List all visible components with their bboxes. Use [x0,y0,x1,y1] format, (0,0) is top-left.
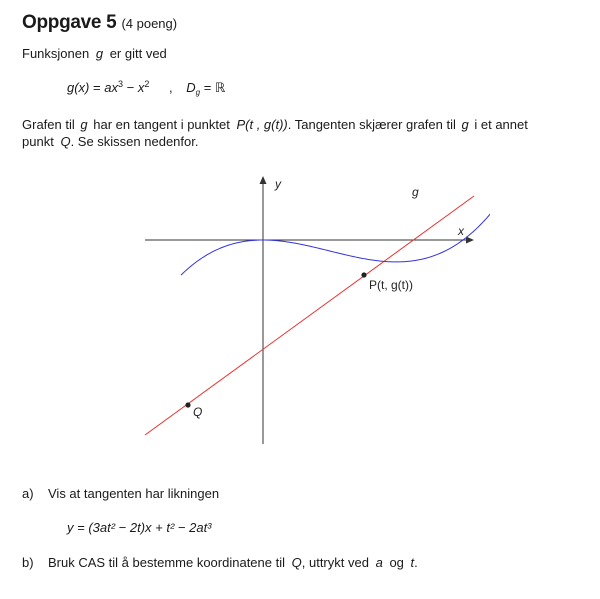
point-P-label: P(t, g(t)) [369,278,413,292]
point-P [361,272,366,277]
paragraph-line-2: punkt Q. Se skissen nedenfor. [22,134,199,149]
task-b-text: Bruk CAS til å bestemme koordinatene til Q, uttrykt ved a og t. [48,555,418,570]
curve-label-g: g [412,185,419,199]
sketch-figure [130,168,490,448]
x-axis-arrow-icon [466,237,474,244]
y-axis-arrow-icon [260,176,267,184]
x-axis-label: x [458,224,464,238]
paragraph-line-1: Grafen til g har en tangent i punktet P(t , g(t)). Tangenten skjærer grafen til g i et annet [22,117,528,132]
tangent-equation: y = (3at² − 2t)x + t² − 2at³ [67,520,212,535]
point-Q [185,402,190,407]
task-points: (4 poeng) [121,16,178,31]
task-a-text: Vis at tangenten har likningen [48,486,220,501]
task-b-label: b) [22,555,34,570]
intro-line: Funksjonen g er gitt ved [22,46,167,61]
task-a-label: a) [22,486,34,501]
point-Q-ref: Q [60,134,71,149]
task-title [22,12,177,34]
function-name: g [95,46,104,61]
point-Q-label: Q [193,405,203,419]
curve-g [181,179,490,275]
task-heading: Oppgave 5 [22,12,117,33]
function-definition: $g(x) = ax^3 - x^2$ , $D_g$ = ℝ [67,79,226,97]
point-P-ref: P(t , g(t)) [236,117,288,132]
y-axis-label: y [275,177,281,191]
tangent-line [145,196,474,435]
